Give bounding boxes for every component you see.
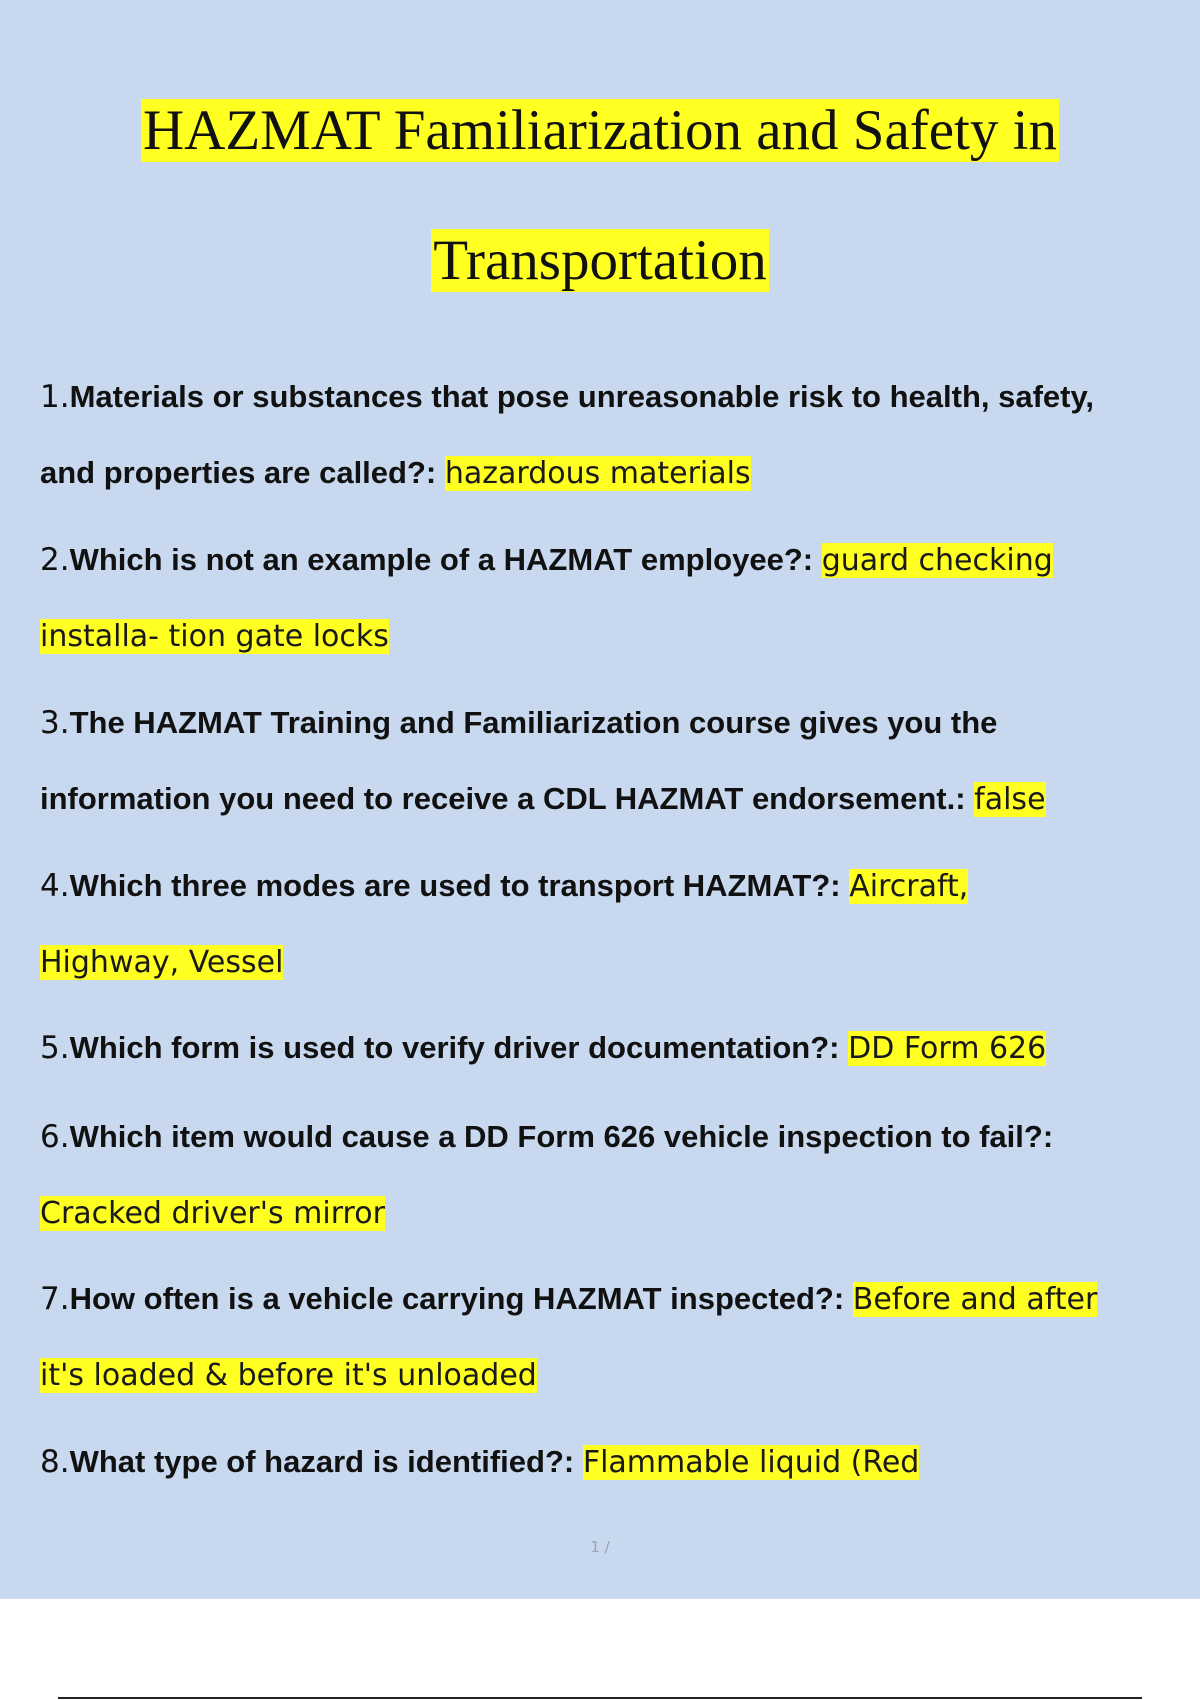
qa-item-5 — [40, 1029, 1170, 1105]
question-text: information you need to receive a CDL HAZMAT endorsement.: — [40, 781, 975, 816]
question-text: Which is not an example of a HAZMAT employee?: — [69, 542, 822, 577]
question-text: Which three modes are used to transport HAZMAT?: — [69, 868, 850, 903]
item-number: 8. — [40, 1444, 70, 1480]
qa-item-3 — [40, 704, 1170, 856]
qa-item-6 — [40, 1118, 1170, 1270]
qa-line — [40, 1280, 1170, 1356]
answer-highlight: Aircraft, — [849, 869, 969, 904]
qa-item-1 — [40, 378, 1170, 530]
answer-highlight: DD Form 626 — [848, 1031, 1047, 1066]
question-text: Which item would cause a DD Form 626 vehicle inspection to fail?: — [69, 1119, 1054, 1154]
qa-line — [40, 1443, 1170, 1519]
item-number: 1. — [40, 379, 70, 415]
qa-line — [40, 617, 1170, 693]
question-text: Materials or substances that pose unreasonable risk to health, safety, — [69, 379, 1095, 414]
document-title — [0, 100, 1200, 360]
item-number: 5. — [40, 1030, 70, 1066]
qa-item-4 — [40, 867, 1170, 1019]
answer-highlight: hazardous materials — [444, 456, 751, 491]
answer-highlight: Highway, Vessel — [40, 945, 284, 980]
qa-line — [40, 780, 1170, 856]
qa-line — [40, 541, 1170, 617]
qa-line — [40, 1029, 1170, 1105]
qa-item-8 — [40, 1443, 1170, 1519]
answer-highlight: Flammable liquid (Red — [582, 1445, 920, 1480]
title-line-2: Transportation — [433, 229, 767, 292]
answer-highlight: guard checking — [821, 543, 1053, 578]
page-divider — [58, 1697, 1142, 1699]
question-text: The HAZMAT Training and Familiarization course gives you the — [69, 705, 998, 740]
page-number: 1 / — [590, 1538, 610, 1556]
qa-line — [40, 867, 1170, 943]
answer-highlight: Cracked driver's mirror — [40, 1196, 385, 1231]
qa-line — [40, 1356, 1170, 1432]
qa-item-7 — [40, 1280, 1170, 1432]
question-text: How often is a vehicle carrying HAZMAT inspected?: — [69, 1281, 853, 1316]
qa-line — [40, 1118, 1170, 1194]
qa-line — [40, 704, 1170, 780]
answer-highlight: it's loaded & before it's unloaded — [40, 1358, 537, 1393]
question-text: What type of hazard is identified?: — [69, 1444, 583, 1479]
item-number: 6. — [40, 1119, 70, 1155]
qa-line — [40, 943, 1170, 1019]
title-line-1: HAZMAT Familiarization and Safety in — [143, 99, 1057, 162]
item-number: 7. — [40, 1281, 70, 1317]
question-text: and properties are called?: — [40, 455, 445, 490]
question-text: Which form is used to verify driver documentation?: — [69, 1030, 849, 1065]
item-number: 3. — [40, 705, 70, 741]
item-number: 2. — [40, 542, 70, 578]
answer-highlight: false — [974, 782, 1046, 817]
qa-line — [40, 454, 1170, 530]
answer-highlight: installa- tion gate locks — [40, 619, 389, 654]
answer-highlight: Before and after — [852, 1282, 1098, 1317]
qa-item-2 — [40, 541, 1170, 693]
qa-line — [40, 1194, 1170, 1270]
item-number: 4. — [40, 868, 70, 904]
qa-line — [40, 378, 1170, 454]
